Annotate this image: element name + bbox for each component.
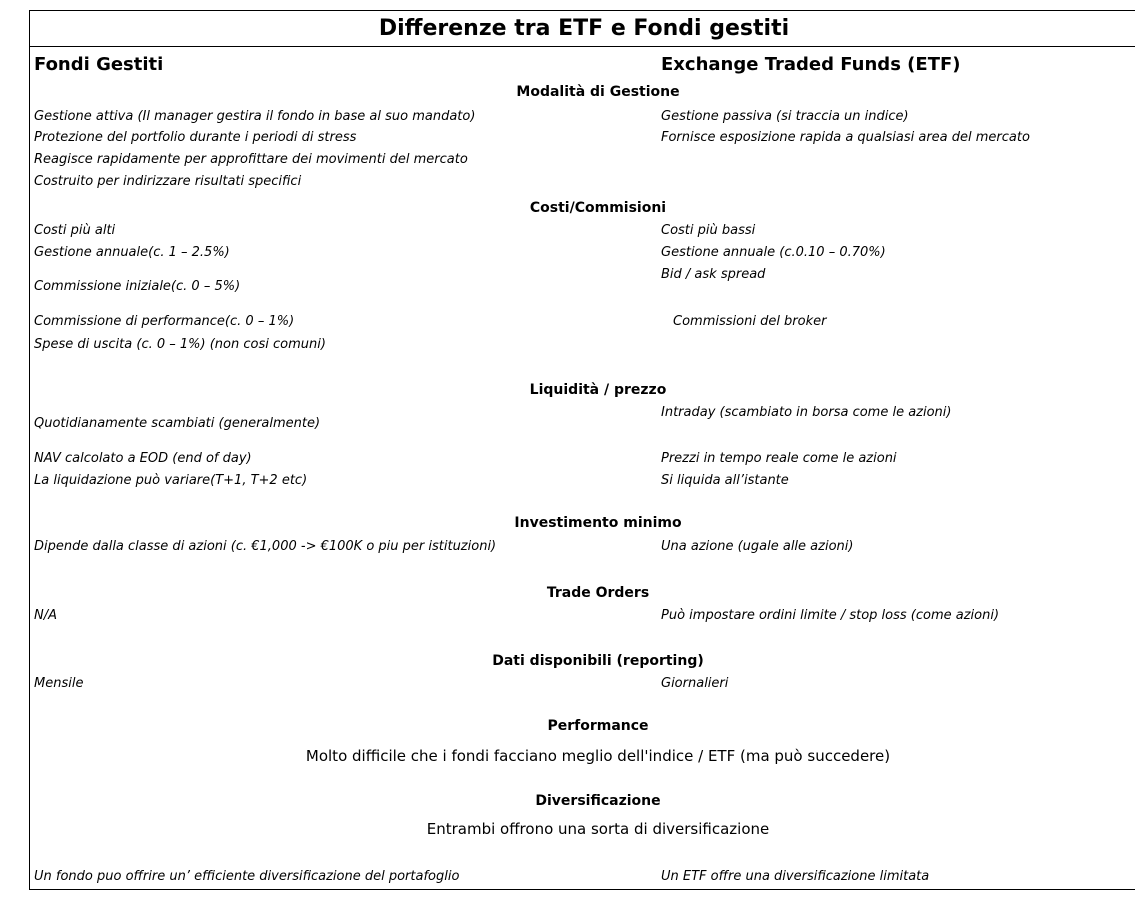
section-heading-costi: Costi/Commisioni <box>529 200 667 216</box>
right-item: Si liquida all’istante <box>661 473 789 488</box>
left-item: Commissione iniziale(c. 0 – 5%) <box>34 279 241 294</box>
left-item: Dipende dalla classe di azioni (c. €1,000 -> €100K o piu per istituzioni) <box>34 539 497 554</box>
left-item: Quotidianamente scambiati (generalmente) <box>34 416 321 431</box>
column-header-etf: Exchange Traded Funds (ETF) <box>661 54 961 75</box>
diversificazione-text: Entrambi offrono una sorta di diversificazione <box>426 820 770 838</box>
left-item: Gestione attiva (Il manager gestira il fondo in base al suo mandato) <box>34 109 476 124</box>
right-item: Gestione annuale (c.0.10 – 0.70%) <box>661 245 886 260</box>
section-heading-investimento: Investimento minimo <box>514 515 682 531</box>
right-item: Commissioni del broker <box>673 314 827 329</box>
left-item: Commissione di performance(c. 0 – 1%) <box>34 314 295 329</box>
right-item: Gestione passiva (si traccia un indice) <box>661 109 909 124</box>
right-item: Una azione (ugale alle azioni) <box>661 539 854 554</box>
section-heading-gestione: Modalità di Gestione <box>516 84 680 100</box>
performance-text: Molto difficile che i fondi facciano meglio dell'indice / ETF (ma può succedere) <box>305 747 891 765</box>
left-item: Costruito per indirizzare risultati specifici <box>34 174 302 189</box>
left-item: Spese di uscita (c. 0 – 1%) (non cosi comuni) <box>34 337 326 352</box>
right-item: Bid / ask spread <box>661 267 766 282</box>
left-item: Reagisce rapidamente per approfittare dei movimenti del mercato <box>34 152 468 167</box>
right-item: Costi più bassi <box>661 223 756 238</box>
left-item: Un fondo puo offrire un’ efficiente diversificazione del portafoglio <box>34 869 460 884</box>
left-item: Protezione del portfolio durante i periodi di stress <box>34 130 357 145</box>
right-item: Un ETF offre una diversificazione limitata <box>661 869 930 884</box>
right-item: Fornisce esposizione rapida a qualsiasi area del mercato <box>661 130 1030 145</box>
page-title: Differenze tra ETF e Fondi gestiti <box>30 11 1135 47</box>
section-heading-trade: Trade Orders <box>546 585 650 601</box>
section-heading-dati: Dati disponibili (reporting) <box>492 653 704 669</box>
right-item: Può impostare ordini limite / stop loss (come azioni) <box>661 608 1000 623</box>
left-item: La liquidazione può variare(T+1, T+2 etc) <box>34 473 308 488</box>
right-item: Giornalieri <box>661 676 729 691</box>
right-item: Prezzi in tempo reale come le azioni <box>661 451 897 466</box>
left-item: Mensile <box>34 676 84 691</box>
left-item: Costi più alti <box>34 223 116 238</box>
section-heading-performance: Performance <box>547 718 649 734</box>
comparison-sheet <box>29 10 1135 890</box>
section-heading-liquidita: Liquidità / prezzo <box>529 382 667 398</box>
column-header-fondi: Fondi Gestiti <box>34 54 164 75</box>
left-item: Gestione annuale(c. 1 – 2.5%) <box>34 245 230 260</box>
left-item: N/A <box>34 608 57 623</box>
left-item: NAV calcolato a EOD (end of day) <box>34 451 252 466</box>
right-item: Intraday (scambiato in borsa come le azioni) <box>661 405 952 420</box>
section-heading-diversificazione: Diversificazione <box>535 793 661 809</box>
